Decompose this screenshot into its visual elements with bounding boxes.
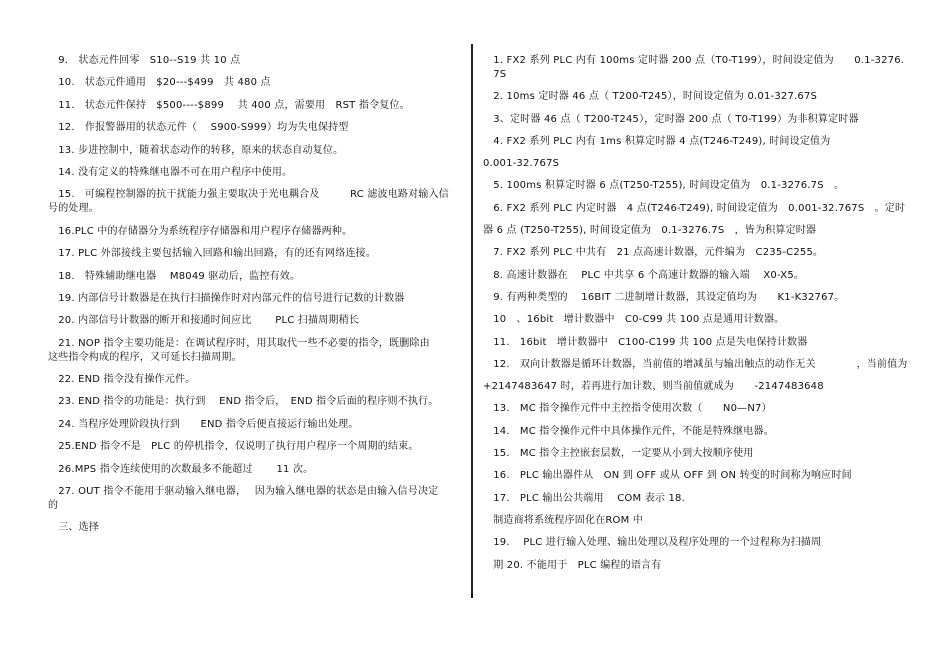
left-column [48,54,460,544]
text-line: 3、定时器 46 点（ T200-T245），定时器 200 点（ T0-T199）为非积算定时器 [483,113,859,125]
text-line: 器 6 点 (T250-T255), 时间设定值为 0.1-3276.7S ，皆为积算定时器 [483,225,817,237]
text-line: 0.001-32.767S [483,158,560,170]
text-line: 5. 100ms 积算定时器 6 点(T250-T255), 时间设定值为 0.1-3276.7S 。 [483,180,845,192]
text-line: 这些指令构成的程序，又可延长扫描周期。 [48,351,242,363]
text-line: 27. OUT 指令不能用于驱动输入继电器， 因为输入继电器的状态是由输入信号决定 [48,486,439,498]
text-line: 12. 作报警器用的状态元件（ S900-S999）均为失电保持型 [48,122,349,134]
right-column [483,54,913,581]
text-line: 期 20. 不能用于 PLC 编程的语言有 [483,559,662,571]
text-line: 16.PLC 中的存储器分为系统程序存储器和用户程序存储器两种。 [48,225,353,237]
column-divider [471,44,473,598]
text-line: 2. 10ms 定时器 46 点（ T200-T245），时间设定值为 0.01-327.67S [483,91,818,103]
text-line: 13. 步进控制中，随着状态动作的转移，原来的状态自动复位。 [48,144,344,156]
text-line: 4. FX2 系列 PLC 内有 1ms 积算定时器 4 点(T246-T249), 时间设定值为 [483,135,831,147]
text-line: 14. MC 指令操作元件中具体操作元件，不能是特殊继电器。 [483,425,774,437]
text-line: 12. 双向计数器是循环计数器，当前值的增减虽与输出触点的动作无关 ，当前值为 [483,358,908,370]
text-line: 11. 16bit 增计数器中 C100-C199 共 100 点是失电保持计数器 [483,336,808,348]
text-line: 6. FX2 系列 PLC 内定时器 4 点(T246-T249), 时间设定值为 0.001-32.767S 。定时 [483,202,906,214]
text-line: 16. PLC 输出器件从 ON 到 OFF 或从 OFF 到 ON 转变的时间称为响应时间 [483,470,852,482]
text-line: 号的处理。 [48,203,99,215]
text-line: 19. PLC 进行输入处理、输出处理以及程序处理的一个过程称为扫描周 [483,537,822,549]
text-line: 9. 状态元件回零 S10--S19 共 10 点 [48,55,241,66]
text-line: 8. 高速计数器在 PLC 中共享 6 个高速计数器的输入端 X0-X5。 [483,269,805,281]
text-line: 20. 内部信号计数器的断开和接通时间应比 PLC 扫描周期稍长 [48,315,360,327]
text-line: 22. END 指令没有操作元件。 [48,374,196,386]
text-line: 14. 没有定义的特殊继电器不可在用户程序中使用。 [48,166,293,178]
text-line: 7S [483,69,507,80]
text-line: 制造商将系统程序固化在ROM 中 [483,514,644,526]
text-line: 25.END 指令不是 PLC 的停机指令，仅说明了执行用户程序一个周期的结束。 [48,441,419,453]
text-line: 10. 状态元件通用 $20---$499 共 480 点 [48,77,271,89]
text-line: 11. 状态元件保持 $500----$899 共 400 点，需要用 RST 指令复位。 [48,99,410,111]
text-line: 7. FX2 系列 PLC 中共有 21 点高速计数器，元件编为 C235-C255。 [483,247,824,259]
text-line: 19. 内部信号计数器是在执行扫描操作时对内部元件的信号进行记数的计数器 [48,292,405,304]
text-line: 1. FX2 系列 PLC 内有 100ms 定时器 200 点（T0-T199），时间设定值为 0.1-3276. [483,55,905,66]
text-line: 21. NOP 指令主要功能是：在调试程序时，用其取代一些不必要的指令，既删除由 [48,337,430,349]
text-line: 的 [48,500,59,512]
text-line: 23. END 指令的功能是：执行到 END 指令后， END 指令后面的程序则不执行。 [48,396,439,408]
text-line: 15. 可编程控制器的抗干扰能力强主要取决于光电耦合及 RC 滤波电路对输入信 [48,189,449,201]
text-line: +2147483647 时，若再进行加计数，则当前值就成为 -2147483648 [483,381,824,393]
text-line: 13. MC 指令操作元件中主控指令使用次数（ N0—N7） [483,403,772,415]
text-line: 三、选择 [48,522,99,534]
text-line: 10 、16bit 增计数器中 C0-C99 共 100 点是通用计数器。 [483,314,785,326]
text-line: 17. PLC 外部接线主要包括输入回路和输出回路，有的还有网络连接。 [48,248,377,260]
text-line: 24. 当程序处理阶段执行到 END 指令后便直接运行输出处理。 [48,418,359,430]
text-line: 9. 有两种类型的 16BIT 二进制增计数器，其设定值均为 K1-K32767。 [483,291,845,303]
text-line: 26.MPS 指令连续使用的次数最多不能超过 11 次。 [48,463,314,475]
text-line: 18. 特殊辅助继电器 M8049 驱动后，监控有效。 [48,270,301,282]
text-line: 17. PLC 输出公共端用 COM 表示 18. [483,492,685,504]
text-line: 15. MC 指令主控嵌套层数，一定要从小到大按顺序使用 [483,448,754,460]
